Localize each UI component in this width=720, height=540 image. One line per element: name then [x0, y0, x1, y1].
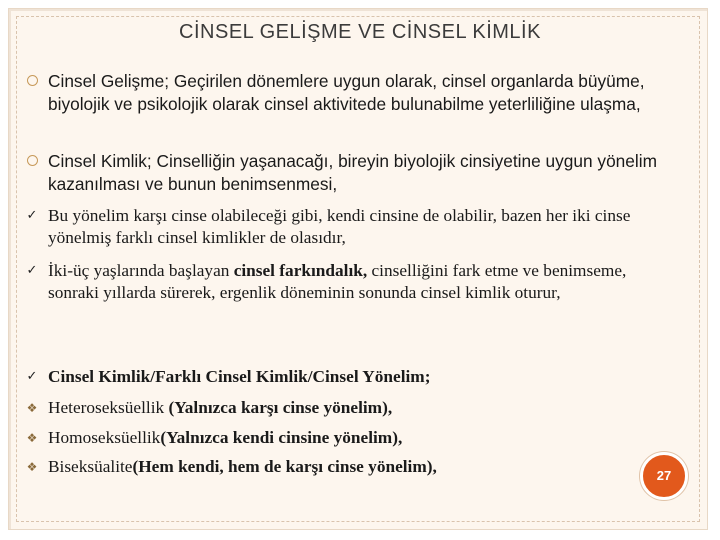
item-bold-text: (Hem kendi, hem de karşı cinse yönelim),	[132, 457, 437, 476]
item-lead: Cinsel Kimlik;	[48, 151, 152, 171]
item-text: Cinselliğin yaşanacağı, bireyin biyolojik cinsiyetine uygun yönelim kazanılması ve bunun benimsenmesi,	[48, 151, 657, 194]
check-icon: ✓	[26, 369, 38, 384]
item-lead: Cinsel Gelişme;	[48, 71, 170, 91]
item-bold-text: (Yalnızca karşı cinse yönelim),	[168, 398, 393, 417]
ring-bullet-icon	[24, 70, 40, 92]
item-text: Homoseksüellik	[48, 428, 161, 447]
item-bold-text: cinsel farkındalık,	[233, 261, 368, 280]
item-text: Heteroseksüellik	[48, 398, 169, 417]
diamond-icon: ❖	[26, 401, 38, 415]
diamond-icon: ❖	[26, 460, 38, 474]
item-text: İki-üç yaşlarında başlayan	[48, 261, 234, 280]
item-text: cinselliğini fark etme ve benimseme, sonraki yıllarda sürerek, ergenlik döneminin sonunda cinsel kimlik oturur,	[48, 261, 627, 302]
item-bold-text: Cinsel Kimlik/Farklı Cinsel Kimlik/Cinsel Yönelim;	[48, 367, 431, 386]
ring-bullet-icon	[24, 150, 40, 172]
item-text: Bu yönelim karşı cinse olabileceği gibi, kendi cinsine de olabilir, bazen her iki cinse yönelmiş farklı cinsel kimlikler de olasıdır,	[48, 206, 631, 247]
slide-title: CİNSEL GELİŞME VE CİNSEL KİMLİK	[179, 21, 541, 43]
diamond-icon: ❖	[26, 431, 38, 445]
page-number-badge: 27	[640, 452, 688, 500]
item-text: Biseksüalite	[48, 457, 133, 476]
check-icon: ✓	[26, 263, 38, 278]
item-bold-text: (Yalnızca kendi cinsine yönelim),	[160, 428, 403, 447]
check-icon: ✓	[26, 208, 38, 223]
item-text: Geçirilen dönemlere uygun olarak, cinsel organlarda büyüme, biyolojik ve psikolojik olarak cinsel aktivitede bulunabilme yeterliliğine ulaşma,	[48, 71, 645, 114]
